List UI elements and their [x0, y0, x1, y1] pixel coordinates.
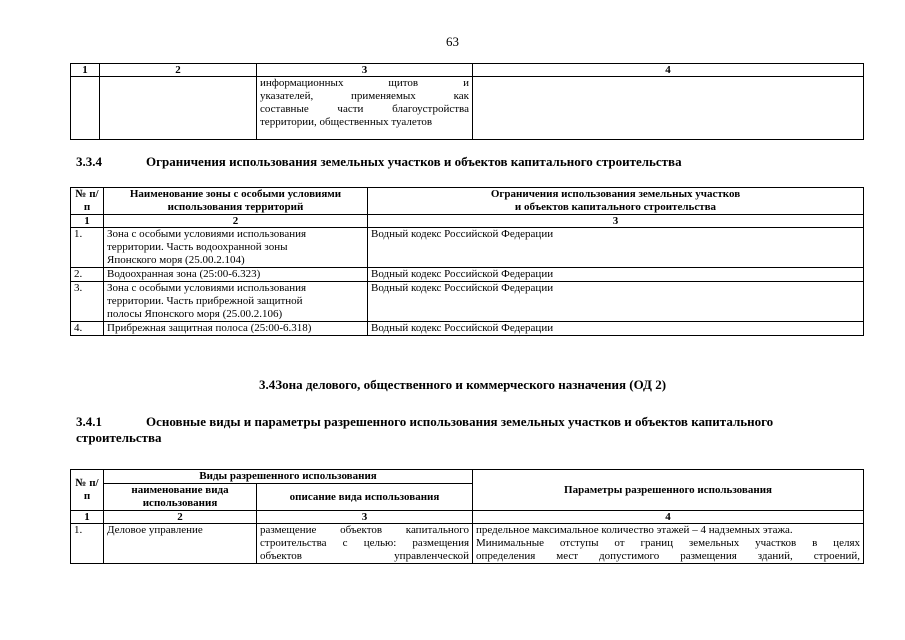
permitted-use-table — [70, 469, 864, 564]
cell-name: Деловое управление — [104, 524, 257, 564]
cell-zone: Водоохранная зона (25:00-6.323) — [104, 268, 368, 282]
section-number: 3.4.1 — [76, 414, 102, 429]
text-line: объектов управленческой — [260, 550, 470, 562]
text-line: информационных щитов и — [260, 77, 469, 89]
header-row — [71, 470, 864, 484]
column-number: 3 — [257, 64, 473, 77]
section-title: Зона делового, общественного и коммерческого назначения (ОД 2) — [275, 377, 667, 392]
cell-limit: Водный кодекс Российской Федерации — [368, 228, 864, 268]
cell-description — [257, 77, 473, 140]
text-line: строительства с целью: размещения — [260, 537, 470, 549]
table-row — [71, 228, 864, 268]
column-number: 2 — [100, 64, 257, 77]
text-line: размещение объектов капитального — [260, 524, 470, 536]
header-group: Виды разрешенного использования — [104, 470, 473, 484]
cell-zone: Прибрежная защитная полоса (25:00-6.318) — [104, 322, 368, 336]
header-params: Параметры разрешенного использования — [473, 470, 864, 511]
text-line: Минимальные отступы от границ земельных участков в целях — [476, 537, 861, 549]
restrictions-table — [70, 187, 864, 336]
table-row — [71, 524, 864, 564]
column-number-row — [71, 511, 864, 524]
cell-params — [473, 524, 864, 564]
column-number: 2 — [104, 511, 257, 524]
section-title: Основные виды и параметры разрешенного использования земельных участков и объектов капитального строительства — [76, 414, 774, 445]
table-row — [71, 268, 864, 282]
section-heading-3-4 — [259, 377, 666, 393]
page-number: 63 — [446, 34, 459, 49]
column-number: 4 — [473, 511, 864, 524]
header-name: наименование вида использования — [104, 484, 257, 511]
cell-description — [257, 524, 473, 564]
header-limits: Ограничения использования земельных участков и объектов капитального строительства — [368, 188, 864, 215]
section-heading-3-3-4 — [76, 154, 682, 170]
column-number-row — [71, 64, 864, 77]
column-number: 4 — [473, 64, 864, 77]
table-row — [71, 322, 864, 336]
header-num: № п/п — [71, 470, 104, 511]
section-title: Ограничения использования земельных участков и объектов капитального строительства — [146, 154, 682, 169]
text-line: территории, общественных туалетов — [260, 116, 433, 128]
text-line: предельное максимальное количество этажей – 4 надземных этажа. — [476, 524, 793, 536]
cell-params — [473, 77, 864, 140]
text-line: указателей, применяемых как — [260, 90, 469, 102]
cell-limit: Водный кодекс Российской Федерации — [368, 268, 864, 282]
cell-num: 3. — [71, 282, 104, 322]
cell-num: 2. — [71, 268, 104, 282]
header-zone: Наименование зоны с особыми условиями использования территорий — [104, 188, 368, 215]
column-number: 3 — [368, 215, 864, 228]
text-line: составные части благоустройства — [260, 103, 469, 115]
cell-limit: Водный кодекс Российской Федерации — [368, 322, 864, 336]
section-number: 3.3.4 — [76, 154, 102, 169]
continuation-table — [70, 63, 864, 140]
section-heading-3-4-1 — [76, 414, 836, 446]
cell-limit: Водный кодекс Российской Федерации — [368, 282, 864, 322]
header-desc: описание вида использования — [257, 484, 473, 511]
cell-num: 1. — [71, 524, 104, 564]
section-number: 3.4 — [259, 377, 276, 392]
table-row — [71, 77, 864, 140]
header-row — [71, 188, 864, 215]
column-number: 1 — [71, 215, 104, 228]
cell-num — [71, 77, 100, 140]
column-number: 3 — [257, 511, 473, 524]
column-number: 2 — [104, 215, 368, 228]
cell-zone: Зона с особыми условиями использования территории. Часть прибрежной защитной полосы Японского моря (25.00.2.106) — [104, 282, 368, 322]
table-row — [71, 282, 864, 322]
text-line: определения мест допустимого размещения зданий, строений, — [476, 550, 861, 562]
cell-zone: Зона с особыми условиями использования территории. Часть водоохранной зоны Японского моря (25.00.2.104) — [104, 228, 368, 268]
cell-num: 1. — [71, 228, 104, 268]
column-number-row — [71, 215, 864, 228]
cell-name — [100, 77, 257, 140]
header-num: № п/п — [71, 188, 104, 215]
cell-num: 4. — [71, 322, 104, 336]
column-number: 1 — [71, 64, 100, 77]
column-number: 1 — [71, 511, 104, 524]
